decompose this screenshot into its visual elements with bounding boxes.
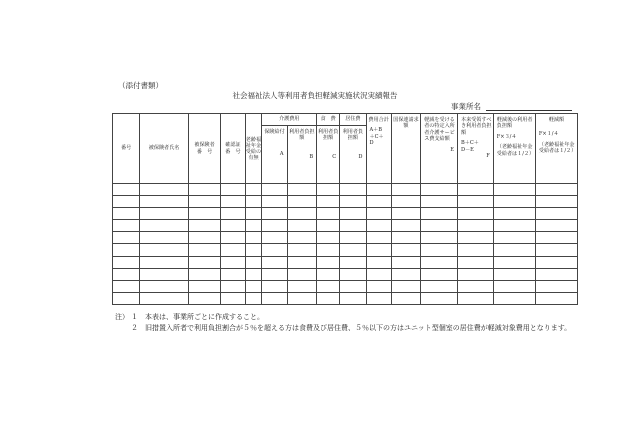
formula-after: F×３/４ xyxy=(496,133,517,140)
table-cell[interactable] xyxy=(140,244,188,256)
table-cell[interactable] xyxy=(287,232,316,244)
table-cell[interactable] xyxy=(188,220,221,232)
table-cell[interactable] xyxy=(317,292,340,304)
header-insured-name: 被保険者氏名 xyxy=(140,114,188,184)
table-cell[interactable] xyxy=(421,184,458,196)
formula-reduction: F×１/４ xyxy=(538,131,559,138)
table-cell[interactable] xyxy=(262,256,287,268)
report-table xyxy=(112,113,578,305)
table-cell[interactable] xyxy=(140,268,188,280)
table-cell[interactable] xyxy=(287,256,316,268)
table-cell[interactable] xyxy=(221,268,245,280)
table-cell[interactable] xyxy=(245,244,262,256)
table-cell[interactable] xyxy=(458,196,494,208)
note-item-1 xyxy=(115,312,595,323)
table-row xyxy=(113,220,578,232)
table-cell[interactable] xyxy=(535,220,577,232)
table-cell[interactable] xyxy=(366,244,391,256)
table-row xyxy=(113,208,578,220)
table-cell[interactable] xyxy=(317,196,340,208)
table-cell[interactable] xyxy=(493,208,535,220)
note-item-2 xyxy=(115,323,595,334)
table-cell[interactable] xyxy=(458,184,494,196)
table-cell[interactable] xyxy=(221,232,245,244)
table-cell[interactable] xyxy=(317,232,340,244)
table-cell[interactable] xyxy=(421,292,458,304)
header-care-user-burden: 利用者負担額 B xyxy=(287,126,316,184)
table-cell[interactable] xyxy=(421,244,458,256)
table-cell[interactable] xyxy=(421,220,458,232)
table-row xyxy=(113,292,578,304)
table-cell[interactable] xyxy=(340,208,366,220)
formula-cost-total: A＋B ＋C＋ D xyxy=(369,127,384,147)
table-cell[interactable] xyxy=(493,220,535,232)
table-cell[interactable] xyxy=(391,292,420,304)
table-cell[interactable] xyxy=(535,280,577,292)
table-cell[interactable] xyxy=(113,256,140,268)
table-cell[interactable] xyxy=(340,280,366,292)
table-cell[interactable] xyxy=(458,280,494,292)
table-cell[interactable] xyxy=(391,220,420,232)
table-cell[interactable] xyxy=(340,232,366,244)
table-cell[interactable] xyxy=(221,220,245,232)
table-cell[interactable] xyxy=(262,280,287,292)
table-cell[interactable] xyxy=(458,244,494,256)
table-cell[interactable] xyxy=(113,280,140,292)
table-cell[interactable] xyxy=(366,208,391,220)
table-cell[interactable] xyxy=(317,208,340,220)
table-cell[interactable] xyxy=(245,256,262,268)
header-residence-user-burden: 利用者負担額 D xyxy=(340,126,366,184)
table-cell[interactable] xyxy=(262,232,287,244)
table-cell[interactable] xyxy=(458,220,494,232)
table-cell[interactable] xyxy=(493,292,535,304)
table-cell[interactable] xyxy=(366,220,391,232)
header-special-benefit: 軽減を受ける者の特定入所者介護サービス費支給額 E xyxy=(421,114,458,184)
office-name-label: 事業所名 xyxy=(451,102,481,111)
table-cell[interactable] xyxy=(421,256,458,268)
table-cell[interactable] xyxy=(188,208,221,220)
table-cell[interactable] xyxy=(245,280,262,292)
table-cell[interactable] xyxy=(287,220,316,232)
header-number: 番号 xyxy=(113,114,140,184)
letter-f: F xyxy=(486,153,490,160)
table-cell[interactable] xyxy=(245,208,262,220)
table-cell[interactable] xyxy=(458,232,494,244)
table-cell[interactable] xyxy=(245,232,262,244)
document-title: 社会福祉法人等利用者負担軽減実施状況実績報告 xyxy=(232,91,398,100)
table-cell[interactable] xyxy=(245,292,262,304)
table-cell[interactable] xyxy=(140,292,188,304)
notes xyxy=(115,312,595,334)
office-name-line xyxy=(486,110,572,111)
header-care-benefit: 保険給付 A xyxy=(262,126,287,184)
header-after-reduction: 軽減後の利用者負担額 F×３/４ （老齢福祉年金受給者は１/２） xyxy=(493,114,535,184)
table-cell[interactable] xyxy=(317,184,340,196)
table-cell[interactable] xyxy=(391,196,420,208)
table-cell[interactable] xyxy=(421,232,458,244)
table-cell[interactable] xyxy=(262,292,287,304)
table-cell[interactable] xyxy=(287,292,316,304)
table-cell[interactable] xyxy=(458,268,494,280)
table-cell[interactable] xyxy=(421,268,458,280)
table-cell[interactable] xyxy=(188,268,221,280)
table-cell[interactable] xyxy=(287,208,316,220)
table-cell[interactable] xyxy=(391,208,420,220)
note-number: １ xyxy=(131,313,138,321)
table-cell[interactable] xyxy=(391,232,420,244)
table-cell[interactable] xyxy=(140,196,188,208)
table-cell[interactable] xyxy=(262,268,287,280)
table-cell[interactable] xyxy=(340,184,366,196)
header-residence-cost: 居住費 xyxy=(340,114,366,126)
table-cell[interactable] xyxy=(493,256,535,268)
table-cell[interactable] xyxy=(245,268,262,280)
table-row xyxy=(113,256,578,268)
table-cell[interactable] xyxy=(287,184,316,196)
table-cell[interactable] xyxy=(287,268,316,280)
table-cell[interactable] xyxy=(140,256,188,268)
table-cell[interactable] xyxy=(113,232,140,244)
table-cell[interactable] xyxy=(366,280,391,292)
table-cell[interactable] xyxy=(340,256,366,268)
header-food-cost: 食 費 xyxy=(317,114,340,126)
table-cell[interactable] xyxy=(221,208,245,220)
letter-d: D xyxy=(358,153,363,160)
table-cell[interactable] xyxy=(493,244,535,256)
header-user-burden-before: 本来受領すべき利用者負担額 B＋C＋ D－E F xyxy=(458,114,494,184)
table-cell[interactable] xyxy=(317,244,340,256)
table-cell[interactable] xyxy=(287,244,316,256)
table-cell[interactable] xyxy=(245,220,262,232)
table-cell[interactable] xyxy=(535,244,577,256)
note-number: ２ xyxy=(131,324,138,332)
table-cell[interactable] xyxy=(535,292,577,304)
table-cell[interactable] xyxy=(535,208,577,220)
table-cell[interactable] xyxy=(188,196,221,208)
table-cell[interactable] xyxy=(535,196,577,208)
table-cell[interactable] xyxy=(245,196,262,208)
formula-f: B＋C＋ D－E xyxy=(461,140,479,153)
table-cell[interactable] xyxy=(188,280,221,292)
table-cell[interactable] xyxy=(188,292,221,304)
table-cell[interactable] xyxy=(366,232,391,244)
table-cell[interactable] xyxy=(391,280,420,292)
table-cell[interactable] xyxy=(421,196,458,208)
table-cell[interactable] xyxy=(535,256,577,268)
table-cell[interactable] xyxy=(113,220,140,232)
letter-c: C xyxy=(332,153,337,160)
table-cell[interactable] xyxy=(262,184,287,196)
table-cell[interactable] xyxy=(287,196,316,208)
header-care-cost: 介護費用 xyxy=(262,114,317,126)
table-cell[interactable] xyxy=(221,184,245,196)
table-cell[interactable] xyxy=(458,208,494,220)
table-cell[interactable] xyxy=(535,184,577,196)
table-cell[interactable] xyxy=(221,256,245,268)
table-cell[interactable] xyxy=(262,244,287,256)
table-row xyxy=(113,280,578,292)
table-cell[interactable] xyxy=(188,232,221,244)
table-cell[interactable] xyxy=(391,244,420,256)
table-cell[interactable] xyxy=(458,292,494,304)
table-cell[interactable] xyxy=(340,220,366,232)
table-cell[interactable] xyxy=(113,244,140,256)
table-cell[interactable] xyxy=(366,292,391,304)
table-cell[interactable] xyxy=(140,280,188,292)
attachment-label: （添付書類） xyxy=(118,81,163,90)
table-cell[interactable] xyxy=(221,292,245,304)
header-cert-number: 確認証 番 号 xyxy=(221,114,245,184)
table-cell[interactable] xyxy=(188,256,221,268)
notes-label: 注） xyxy=(115,313,129,321)
table-cell[interactable] xyxy=(340,268,366,280)
table-cell[interactable] xyxy=(535,232,577,244)
table-cell[interactable] xyxy=(493,232,535,244)
table-cell[interactable] xyxy=(493,196,535,208)
letter-a: A xyxy=(279,151,284,158)
table-cell[interactable] xyxy=(340,244,366,256)
table-cell[interactable] xyxy=(113,184,140,196)
header-food-user-burden: 利用者負担額 C xyxy=(317,126,340,184)
table-cell[interactable] xyxy=(493,280,535,292)
table-cell[interactable] xyxy=(287,280,316,292)
table-cell[interactable] xyxy=(140,232,188,244)
header-elderly-pension: 老齢福祉年金受給の有無 xyxy=(245,114,262,184)
table-cell[interactable] xyxy=(262,220,287,232)
table-cell[interactable] xyxy=(391,268,420,280)
header-national-health: 国保連請求額 xyxy=(391,114,420,184)
report-table-body xyxy=(113,114,578,305)
note-text: 本表は、事業所ごとに作成すること。 xyxy=(145,313,264,321)
note-text: 旧措置入所者で利用負担割合が５％を超える方は食費及び居住費、５％以下の方はユニット型個室の居住費が軽減対象費用となります。 xyxy=(145,324,572,332)
table-cell[interactable] xyxy=(493,268,535,280)
table-cell[interactable] xyxy=(140,220,188,232)
table-row xyxy=(113,196,578,208)
table-row xyxy=(113,232,578,244)
table-cell[interactable] xyxy=(262,208,287,220)
table-cell[interactable] xyxy=(113,292,140,304)
table-cell[interactable] xyxy=(366,184,391,196)
table-cell[interactable] xyxy=(113,268,140,280)
table-cell[interactable] xyxy=(317,220,340,232)
table-cell[interactable] xyxy=(391,256,420,268)
table-cell[interactable] xyxy=(113,208,140,220)
table-cell[interactable] xyxy=(245,184,262,196)
table-cell[interactable] xyxy=(113,196,140,208)
table-cell[interactable] xyxy=(458,256,494,268)
table-cell[interactable] xyxy=(317,256,340,268)
table-cell[interactable] xyxy=(366,256,391,268)
table-cell[interactable] xyxy=(262,196,287,208)
table-cell[interactable] xyxy=(188,244,221,256)
table-cell[interactable] xyxy=(366,196,391,208)
table-cell[interactable] xyxy=(421,280,458,292)
table-cell[interactable] xyxy=(221,280,245,292)
letter-e: E xyxy=(450,146,454,153)
header-reduction-amount: 軽減額 F×１/４ （老齢福祉年金受給者は１/２） xyxy=(535,114,577,184)
table-cell[interactable] xyxy=(340,196,366,208)
table-cell[interactable] xyxy=(366,268,391,280)
table-cell[interactable] xyxy=(535,268,577,280)
table-cell[interactable] xyxy=(221,244,245,256)
formula-reduction-note: （老齢福祉年金受給者は１/２） xyxy=(538,141,577,155)
table-cell[interactable] xyxy=(317,280,340,292)
table-cell[interactable] xyxy=(221,196,245,208)
table-cell[interactable] xyxy=(188,184,221,196)
table-cell[interactable] xyxy=(391,184,420,196)
table-cell[interactable] xyxy=(317,268,340,280)
formula-after-note: （老齢福祉年金受給者は１/２） xyxy=(496,144,535,157)
table-cell[interactable] xyxy=(421,208,458,220)
letter-b: B xyxy=(309,153,314,160)
table-cell[interactable] xyxy=(493,184,535,196)
table-row xyxy=(113,268,578,280)
header-insured-number: 被保険者 番 号 xyxy=(188,114,221,184)
header-cost-total: 費用合計 A＋B ＋C＋ D xyxy=(366,114,391,184)
table-row xyxy=(113,244,578,256)
table-cell[interactable] xyxy=(140,184,188,196)
table-row xyxy=(113,184,578,196)
table-cell[interactable] xyxy=(140,208,188,220)
table-cell[interactable] xyxy=(340,292,366,304)
